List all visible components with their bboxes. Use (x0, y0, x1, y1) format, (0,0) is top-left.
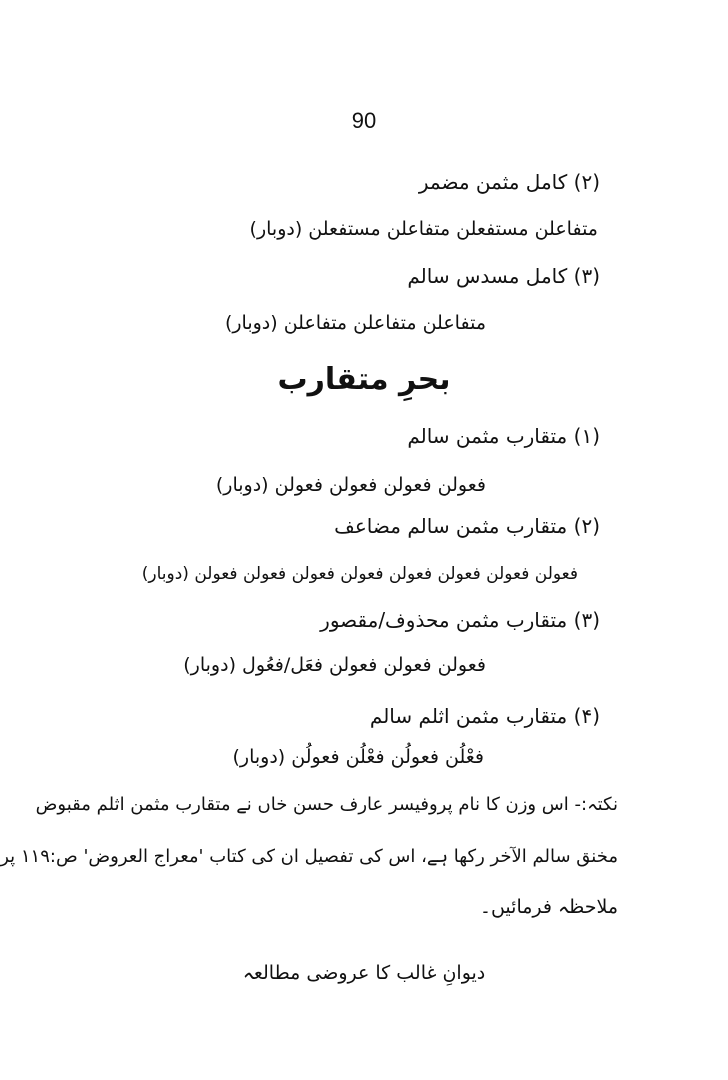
mutaqarib-item-2-pattern: فعولن فعولن فعولن فعولن فعولن فعولن فعولن فعولن (دوبار) (141, 564, 578, 584)
kamil-item-2-pattern: متفاعلن مستفعلن متفاعلن مستفعلن (دوبار) (249, 218, 598, 240)
kamil-item-3-heading: (۳) کامل مسدس سالم (407, 264, 600, 288)
book-title-footer: دیوانِ غالب کا عروضی مطالعہ (242, 962, 486, 984)
mutaqarib-item-4-heading: (۴) متقارب مثمن اثلم سالم (369, 704, 600, 728)
mutaqarib-item-3-pattern: فعولن فعولن فعولن فعَل/فعُول (دوبار) (183, 654, 486, 676)
section-title: بحرِ متقارب (277, 362, 451, 397)
kamil-item-2-heading: (۲) کامل مثمن مضمر (418, 170, 600, 194)
mutaqarib-item-1-pattern: فعولن فعولن فعولن فعولن (دوبار) (215, 474, 486, 496)
note-line-1: نکتہ:- اس وزن کا نام پروفیسر عارف حسن خاں نے متقارب مثمن اثلم مقبوض (35, 794, 618, 815)
mutaqarib-item-2-heading: (۲) متقارب مثمن سالم مضاعف (334, 514, 600, 538)
mutaqarib-item-4-pattern: فعْلُن فعولُن فعْلُن فعولُن (دوبار) (232, 746, 484, 768)
note-line-2: مخنق سالم الآخر رکھا ہے، اس کی تفصیل ان کی کتاب 'معراج العروض' ص:۱۱۹ پر (0, 846, 618, 867)
page-number: 90 (351, 108, 377, 133)
mutaqarib-item-3-heading: (۳) متقارب مثمن محذوف/مقصور (320, 608, 600, 632)
mutaqarib-item-1-heading: (۱) متقارب مثمن سالم (407, 424, 600, 448)
note-line-3: ملاحظہ فرمائیں۔ (479, 896, 618, 918)
kamil-item-3-pattern: متفاعلن متفاعلن متفاعلن (دوبار) (224, 312, 486, 334)
